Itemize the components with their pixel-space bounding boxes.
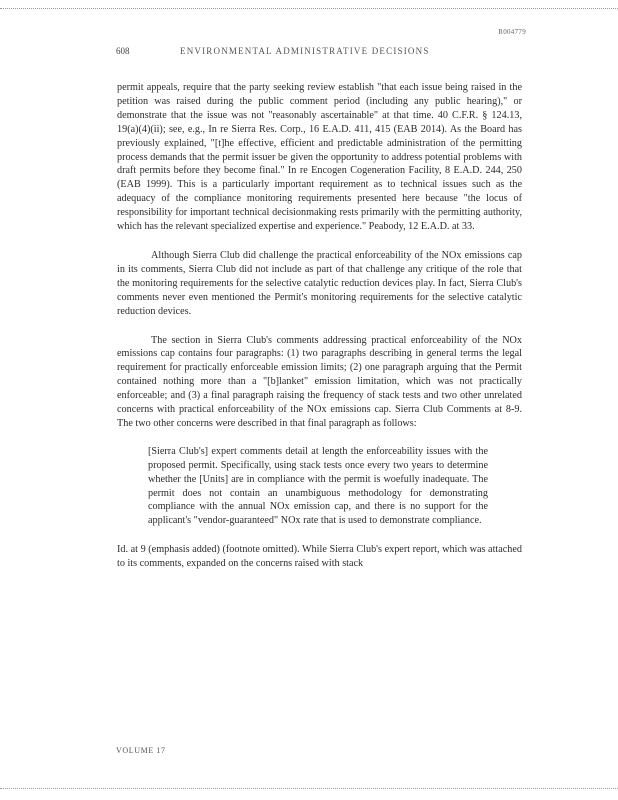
paragraph-comments-challenge: Although Sierra Club did challenge the practical enforceability of the NOx emissions cap in its comments, Sierra Club did not include as part of that challenge any critique of the role that the monitoring requirements for the selective catalytic reduction devices play. In fact, Sierra Club's comments never even mentioned the Permit's monitoring requirements for the selective catalytic reduction devices. (117, 249, 522, 317)
paragraph-continuation: permit appeals, require that the party seeking review establish "that each issue being raised in the petition was raised during the public comment period (including any public hearing)," or demonstrate that the issue was not "reasonably ascertainable" at that time. 40 C.F.R. § 124.13, 19(a)(4)(ii); see, e.g., In re Sierra Res. Corp., 16 E.A.D. 411, 415 (EAB 2014). As the Board has previously explained, "[t]he effective, efficient and predictable administration of the permitting process demands that the permit issuer be given the opportunity to address potential problems with draft permits before they become final." In re Encogen Cogeneration Facility, 8 E.A.D. 244, 250 (EAB 1999). This is a particularly important requirement as to technical issues such as the adequacy of the compliance monitoring requirements presented here because "the locus of responsibility for important technical decisionmaking rests primarily with the permitting authority, which has the relevant specialized expertise and experience." Peabody, 12 E.A.D. at 33. (117, 82, 522, 233)
page-header (116, 46, 522, 58)
paragraph-enforceability-section: The section in Sierra Club's comments addressing practical enforceability of the NOx emissions cap contains four paragraphs: (1) two paragraphs describing in general terms the legal requirement for practically enforceable emission limits; (2) one paragraph arguing that the Permit contained nothing more than a "[b]lanket" emission limitation, which was not practically enforceable; and (3) a final paragraph raising the frequency of stack tests and two other unrelated concerns with practical enforceability of the NOx emissions cap. Sierra Club Comments at 8-9. The two other concerns were described in that final paragraph as follows: (117, 334, 522, 429)
bottom-scan-border (0, 788, 618, 789)
paragraph-citation: Id. at 9 (emphasis added) (footnote omitted). While Sierra Club's expert report, which was attached to its comments, expanded on the concerns raised with stack (117, 544, 522, 570)
page-number: 608 (116, 46, 130, 56)
block-quote: [Sierra Club's] expert comments detail at length the enforceability issues with the proposed permit. Specifically, using stack tests once every two years to determine whether the [Units] are in compliance with the permit is woefully inadequate. The permit does not contain an unambiguous methodology for demonstrating compliance with the annual NOx emission cap, and there is no support for the applicant's "vendor-guaranteed" NOx rate that is used to demonstrate compliance. (148, 445, 488, 527)
running-head: ENVIRONMENTAL ADMINISTRATIVE DECISIONS (180, 46, 430, 56)
volume-footer: VOLUME 17 (116, 746, 166, 755)
bates-number: R004779 (498, 28, 526, 36)
top-scan-border (0, 8, 618, 9)
body-text (117, 81, 522, 571)
